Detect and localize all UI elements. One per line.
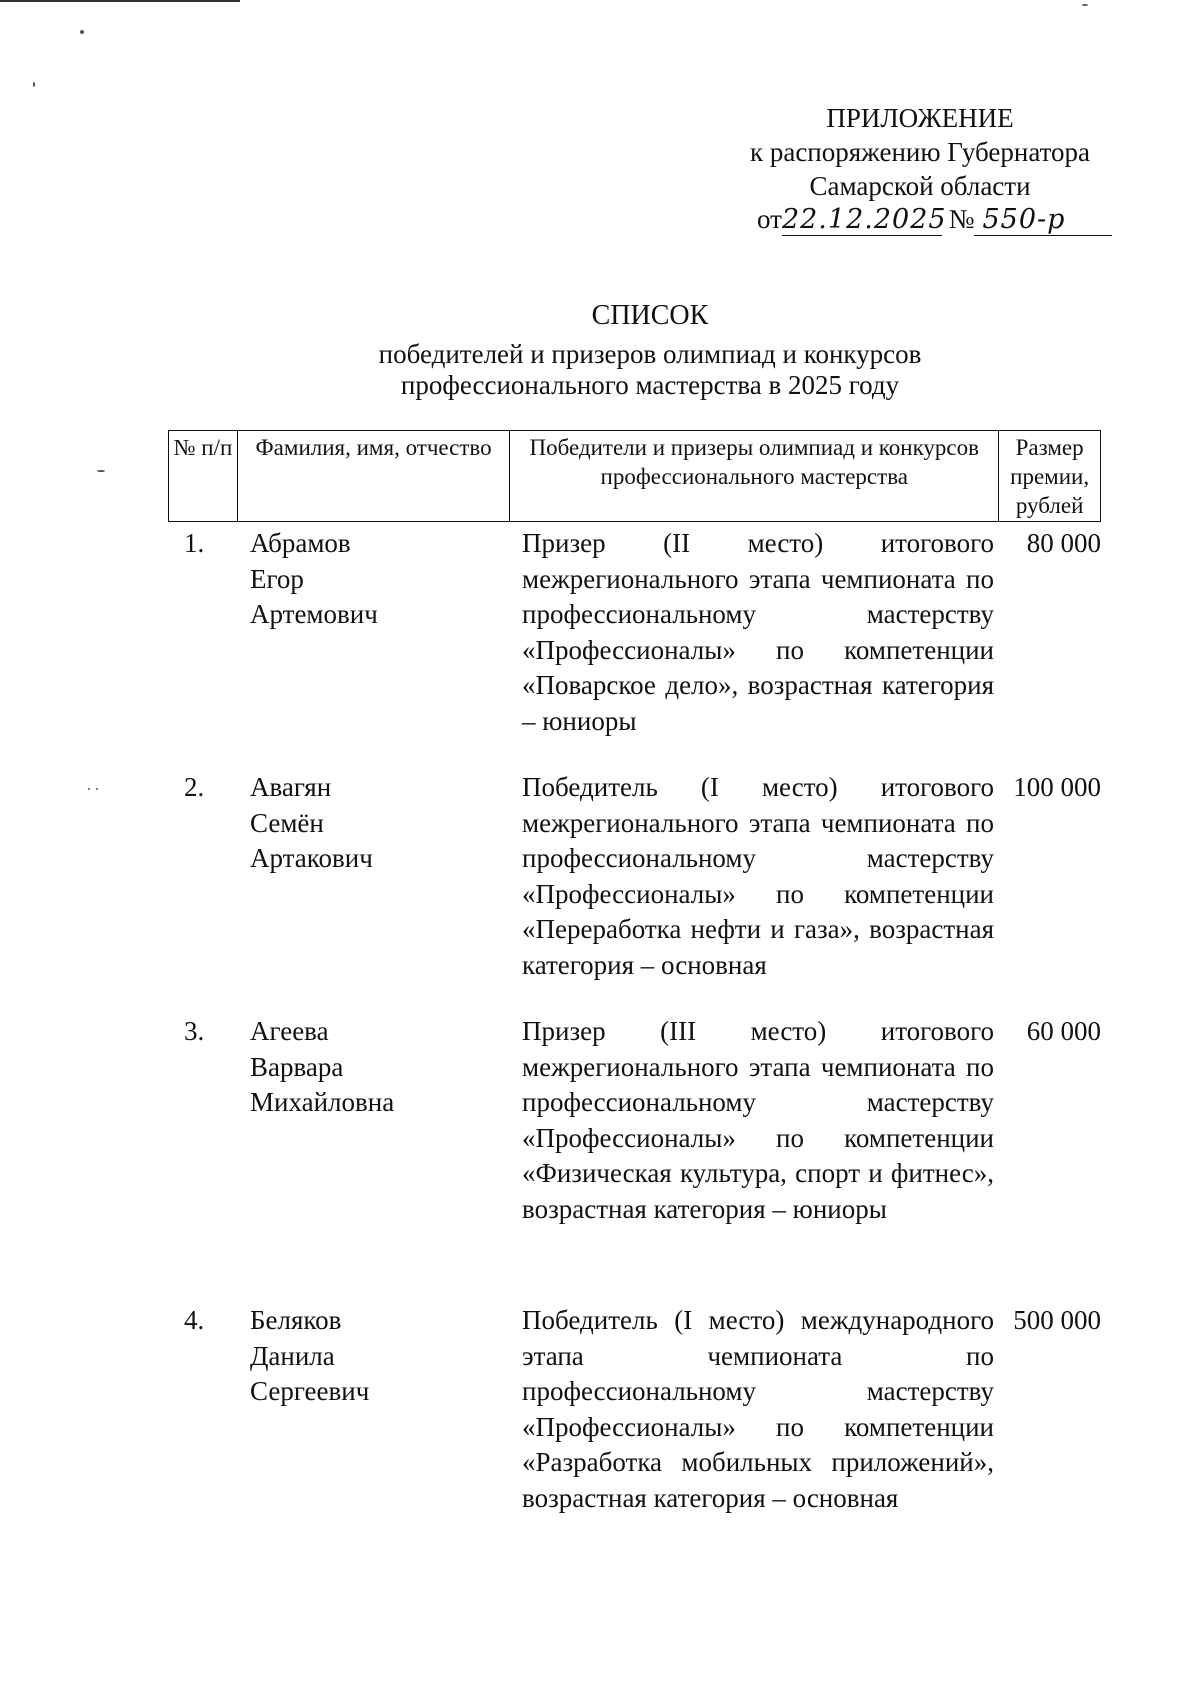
date-prefix: от [757, 204, 782, 234]
scan-speck [96, 788, 98, 790]
scan-speck [97, 470, 105, 472]
handwritten-date: 22.12.2025 [781, 204, 947, 235]
row-description: Победитель (I место) международного этапа чемпионата по профессиональному мастерству «Профессионалы» по компетенции «Разработка мобильных приложений», возрастная категория – основная [522, 1305, 994, 1513]
row-name: Беляков Данила Сергеевич [250, 1305, 370, 1406]
row-num: 2. [184, 772, 205, 802]
scan-speck [88, 788, 90, 790]
row-name: Агеева Варвара Михайловна [250, 1016, 395, 1117]
document-subtitle-line-1: победителей и призеров олимпиад и конкурсов [378, 339, 922, 369]
scan-border-line [0, 0, 240, 2]
scan-speck [1082, 4, 1088, 6]
row-num: 3. [184, 1016, 205, 1046]
appendix-line-1: к распоряжению Губернатора [749, 137, 1091, 167]
row-num: 1. [184, 528, 205, 558]
scan-speck [80, 30, 84, 34]
header-prize: Размер премии, рублей [1010, 435, 1090, 518]
header-description: Победители и призеры олимпиад и конкурсов профессионального мастерства [510, 431, 999, 521]
scan-speck [33, 82, 35, 87]
row-description: Призер (II место) итогового межрегионального этапа чемпионата по профессиональному мастерству «Профессионалы» по компетенции «Поварское дело», возрастная категория – юниоры [522, 528, 994, 736]
handwritten-number: 550-р [974, 205, 1112, 236]
header-name: Фамилия, имя, отчество [238, 431, 510, 521]
row-description: Победитель (I место) итогового межрегионального этапа чемпионата по профессиональному мастерству «Профессионалы» по компетенции «Переработка нефти и газа», возрастная категория – основная [522, 772, 994, 980]
row-prize: 80 000 [1026, 528, 1101, 558]
number-prefix: № [948, 204, 975, 234]
row-description: Призер (III место) итогового межрегионального этапа чемпионата по профессиональному мастерству «Профессионалы» по компетенции «Физическая культура, спорт и фитнес», возрастная категория – юниоры [522, 1016, 994, 1224]
row-prize: 500 000 [1013, 1305, 1101, 1335]
row-prize: 100 000 [1013, 772, 1101, 802]
appendix-title: ПРИЛОЖЕНИЕ [826, 103, 1014, 133]
row-name: Абрамов Егор Артемович [250, 528, 378, 629]
row-num: 4. [184, 1305, 205, 1335]
header-num: № п/п [169, 431, 238, 521]
appendix-line-2: Самарской области [809, 171, 1031, 201]
document-title: СПИСОК [591, 300, 709, 331]
table-header [168, 430, 1101, 522]
document-subtitle-line-2: профессионального мастерства в 2025 году [400, 370, 900, 400]
row-name: Авагян Семён Артакович [250, 772, 373, 873]
order-date-number [757, 202, 1112, 236]
row-prize: 60 000 [1026, 1016, 1101, 1046]
